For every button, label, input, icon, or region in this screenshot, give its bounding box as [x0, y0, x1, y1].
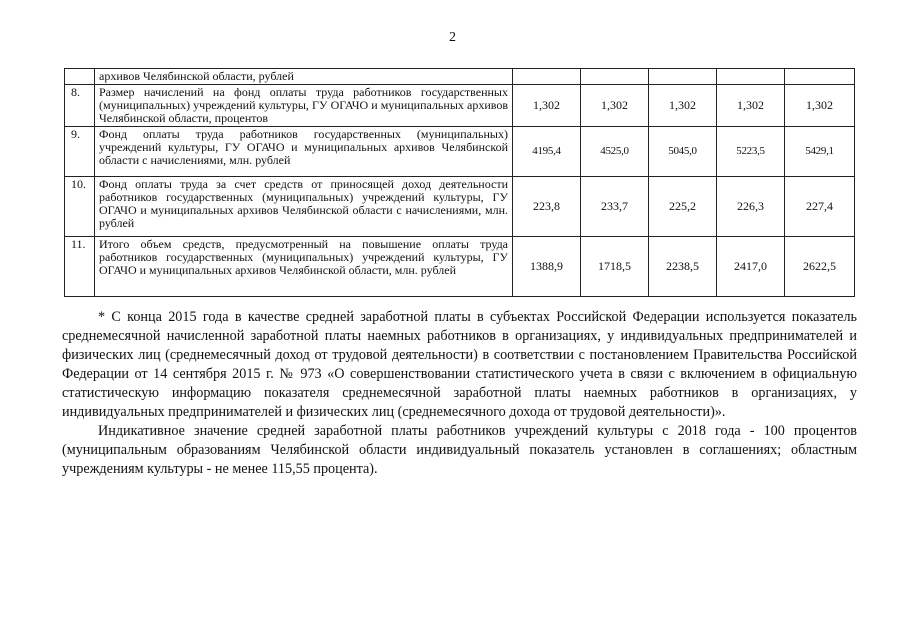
row-number: 10.	[65, 177, 95, 237]
row-description: Размер начислений на фонд оплаты труда работников государственных (муниципальных) учреждений культуры, ГУ ОГАЧО и муниципальных архивов Челябинской области, процентов	[95, 85, 513, 127]
row-value-2: 1718,5	[581, 237, 649, 297]
indicative-paragraph: Индикативное значение средней заработной платы работников учреждений культуры с 2018 года - 100 процентов (муниципальным образованиям Челябинской области индивидуальный показатель установлен в соглашениях; областным учреждениям культуры - не менее 115,55 процента).	[62, 423, 857, 477]
row-value-1	[513, 69, 581, 85]
row-value-2: 4525,0	[581, 127, 649, 177]
row-value-4	[717, 69, 785, 85]
row-value-1: 1,302	[513, 85, 581, 127]
row-description: Итого объем средств, предусмотренный на повышение оплаты труда работников государственных (муниципальных) учреждений культуры, ГУ ОГАЧО и муниципальных архивов Челябинской области, млн. рублей	[95, 237, 513, 297]
footnote-paragraph: * С конца 2015 года в качестве средней заработной платы в субъектах Российской Федерации используется показатель среднемесячной начисленной заработной платы наемных работников в организациях, у индивидуальных предпринимателей и физических лиц (среднемесячный доход от трудовой деятельности) в соответствии с постановлением Правительства Российской Федерации от 14 сентября 2015 г. № 973 «О совершенствовании статистического учета в связи с включением в официальную статистическую информацию показателя среднемесячной заработной платы наемных работников в организациях, у индивидуальных предпринимателей и физических лиц (среднемесячного дохода от трудовой деятельности)».	[62, 309, 857, 420]
table-row	[65, 177, 855, 237]
table-row	[65, 127, 855, 177]
row-value-1: 1388,9	[513, 237, 581, 297]
row-value-3: 225,2	[649, 177, 717, 237]
notes-section	[62, 308, 857, 479]
row-value-5: 5429,1	[785, 127, 855, 177]
table-row	[65, 69, 855, 85]
row-number: 9.	[65, 127, 95, 177]
row-value-5: 227,4	[785, 177, 855, 237]
row-description: архивов Челябинской области, рублей	[95, 69, 513, 85]
row-value-3: 1,302	[649, 85, 717, 127]
row-number: 11.	[65, 237, 95, 297]
page-number: 2	[449, 30, 456, 45]
row-value-4: 1,302	[717, 85, 785, 127]
indicators-table	[64, 68, 855, 297]
row-number	[65, 69, 95, 85]
row-value-4: 226,3	[717, 177, 785, 237]
row-value-5: 1,302	[785, 85, 855, 127]
table-row	[65, 237, 855, 297]
row-value-3	[649, 69, 717, 85]
row-value-5: 2622,5	[785, 237, 855, 297]
row-value-4: 2417,0	[717, 237, 785, 297]
row-value-2: 233,7	[581, 177, 649, 237]
row-value-2: 1,302	[581, 85, 649, 127]
row-value-5	[785, 69, 855, 85]
row-value-2	[581, 69, 649, 85]
row-number: 8.	[65, 85, 95, 127]
row-value-3: 2238,5	[649, 237, 717, 297]
row-value-1: 223,8	[513, 177, 581, 237]
row-value-3: 5045,0	[649, 127, 717, 177]
row-description: Фонд оплаты труда за счет средств от приносящей доход деятельности работников государственных (муниципальных) учреждений культуры, ГУ ОГАЧО и муниципальных архивов Челябинской области с начислениями, млн. рублей	[95, 177, 513, 237]
row-value-1: 4195,4	[513, 127, 581, 177]
row-description: Фонд оплаты труда работников государственных (муниципальных) учреждений культуры, ГУ ОГАЧО и муниципальных архивов Челябинской области с начислениями, млн. рублей	[95, 127, 513, 177]
row-value-4: 5223,5	[717, 127, 785, 177]
table-row	[65, 85, 855, 127]
